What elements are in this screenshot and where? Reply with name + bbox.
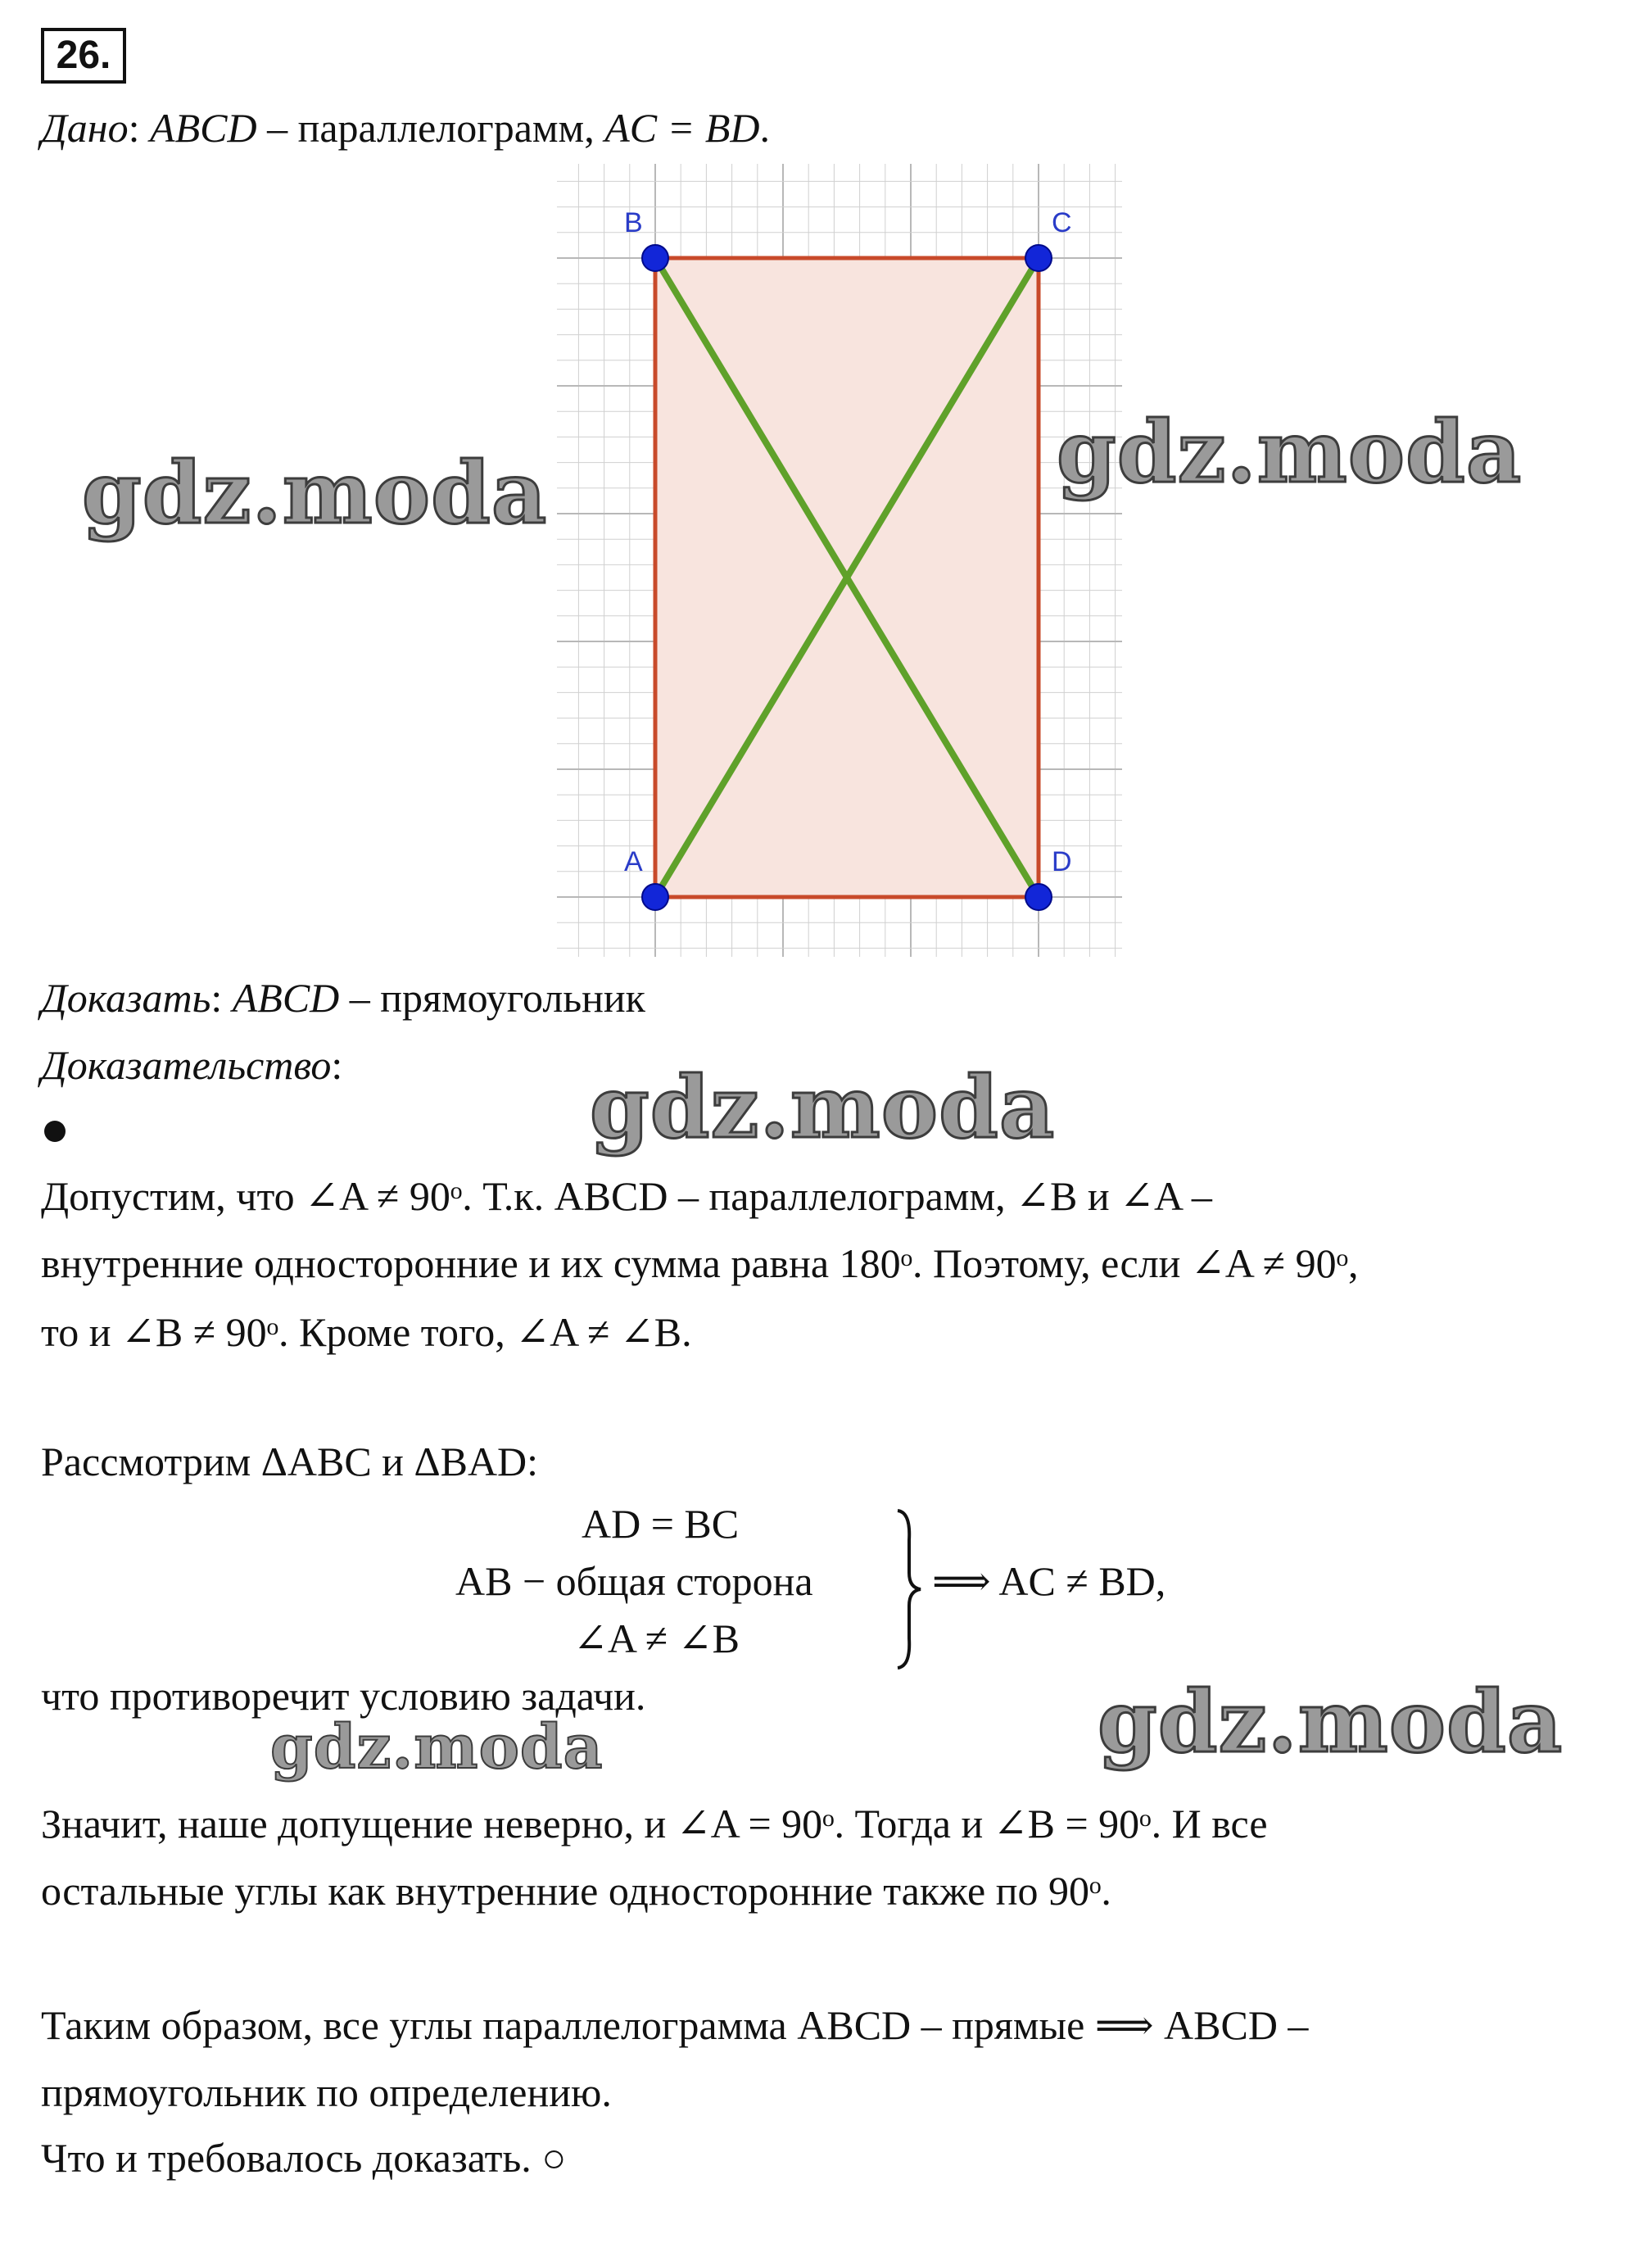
problem-number: 26. — [41, 28, 126, 84]
proof-line-6: Значит, наше допущение неверно, и ∠A = 90ᵒ. Тогда и ∠B = 90ᵒ. И все — [41, 1801, 1268, 1846]
system-row-3: ∠A ≠ ∠B — [573, 1615, 740, 1661]
given-line — [41, 103, 770, 152]
proof-line-10: Что и требовалось доказать. ○ — [41, 2135, 567, 2181]
watermark: gdz.moda — [270, 1712, 604, 1783]
system-row-2: AB − общая сторона — [455, 1558, 813, 1604]
given-text: – параллелограмм, — [256, 105, 605, 151]
vertex-point-b — [642, 245, 668, 271]
vertex-label-a: A — [624, 846, 643, 877]
prove-text: – прямоугольник — [339, 975, 645, 1021]
proof-line-4: Рассмотрим ΔABC и ΔBAD: — [41, 1439, 539, 1484]
bullet-marker — [44, 1121, 66, 1142]
given-label: Дано — [41, 105, 129, 151]
prove-math: ABCD — [232, 975, 340, 1021]
proof-line-2: внутренние односторонние и их сумма равна 180ᵒ. Поэтому, если ∠A ≠ 90ᵒ, — [41, 1240, 1359, 1286]
prove-label: Доказать — [41, 975, 211, 1021]
watermark: gdz.moda — [1057, 401, 1523, 502]
rectangle-figure — [557, 164, 1122, 957]
proof-line-9: прямоугольник по определению. — [41, 2069, 612, 2115]
vertex-point-c — [1025, 245, 1052, 271]
proof-line-5: что противоречит условию задачи. — [41, 1673, 646, 1719]
proof-line-7: остальные углы как внутренние односторонние также по 90ᵒ. — [41, 1868, 1111, 1914]
given-math-diagonals: AC = BD — [604, 105, 760, 151]
watermark: gdz.moda — [1098, 1671, 1564, 1772]
proof-sep: : — [331, 1042, 343, 1088]
vertex-point-a — [642, 884, 668, 910]
proof-line-1: Допустим, что ∠A ≠ 90ᵒ. Т.к. ABCD – параллелограмм, ∠B и ∠A – — [41, 1173, 1212, 1219]
given-end: . — [759, 105, 770, 151]
proof-line-8: Таким образом, все углы параллелограмма ABCD – прямые ⟹ ABCD – — [41, 2002, 1309, 2048]
right-brace — [893, 1507, 926, 1671]
given-math-abcd: ABCD — [150, 105, 257, 151]
watermark: gdz.moda — [82, 442, 548, 543]
proof-line-3: то и ∠B ≠ 90ᵒ. Кроме того, ∠A ≠ ∠B. — [41, 1309, 692, 1355]
proof-heading — [41, 1040, 342, 1090]
system-result: ⟹ AC ≠ BD, — [932, 1558, 1166, 1604]
prove-line — [41, 973, 645, 1022]
proof-label: Доказательство — [41, 1042, 332, 1088]
equation-system — [442, 1499, 1261, 1679]
vertex-label-d: D — [1052, 846, 1072, 877]
given-sep: : — [128, 105, 151, 151]
prove-sep: : — [210, 975, 233, 1021]
vertex-point-d — [1025, 884, 1052, 910]
vertex-label-c: C — [1052, 207, 1072, 238]
system-row-1: AD = BC — [582, 1501, 740, 1547]
watermark: gdz.moda — [590, 1057, 1056, 1158]
vertex-label-b: B — [624, 207, 643, 238]
